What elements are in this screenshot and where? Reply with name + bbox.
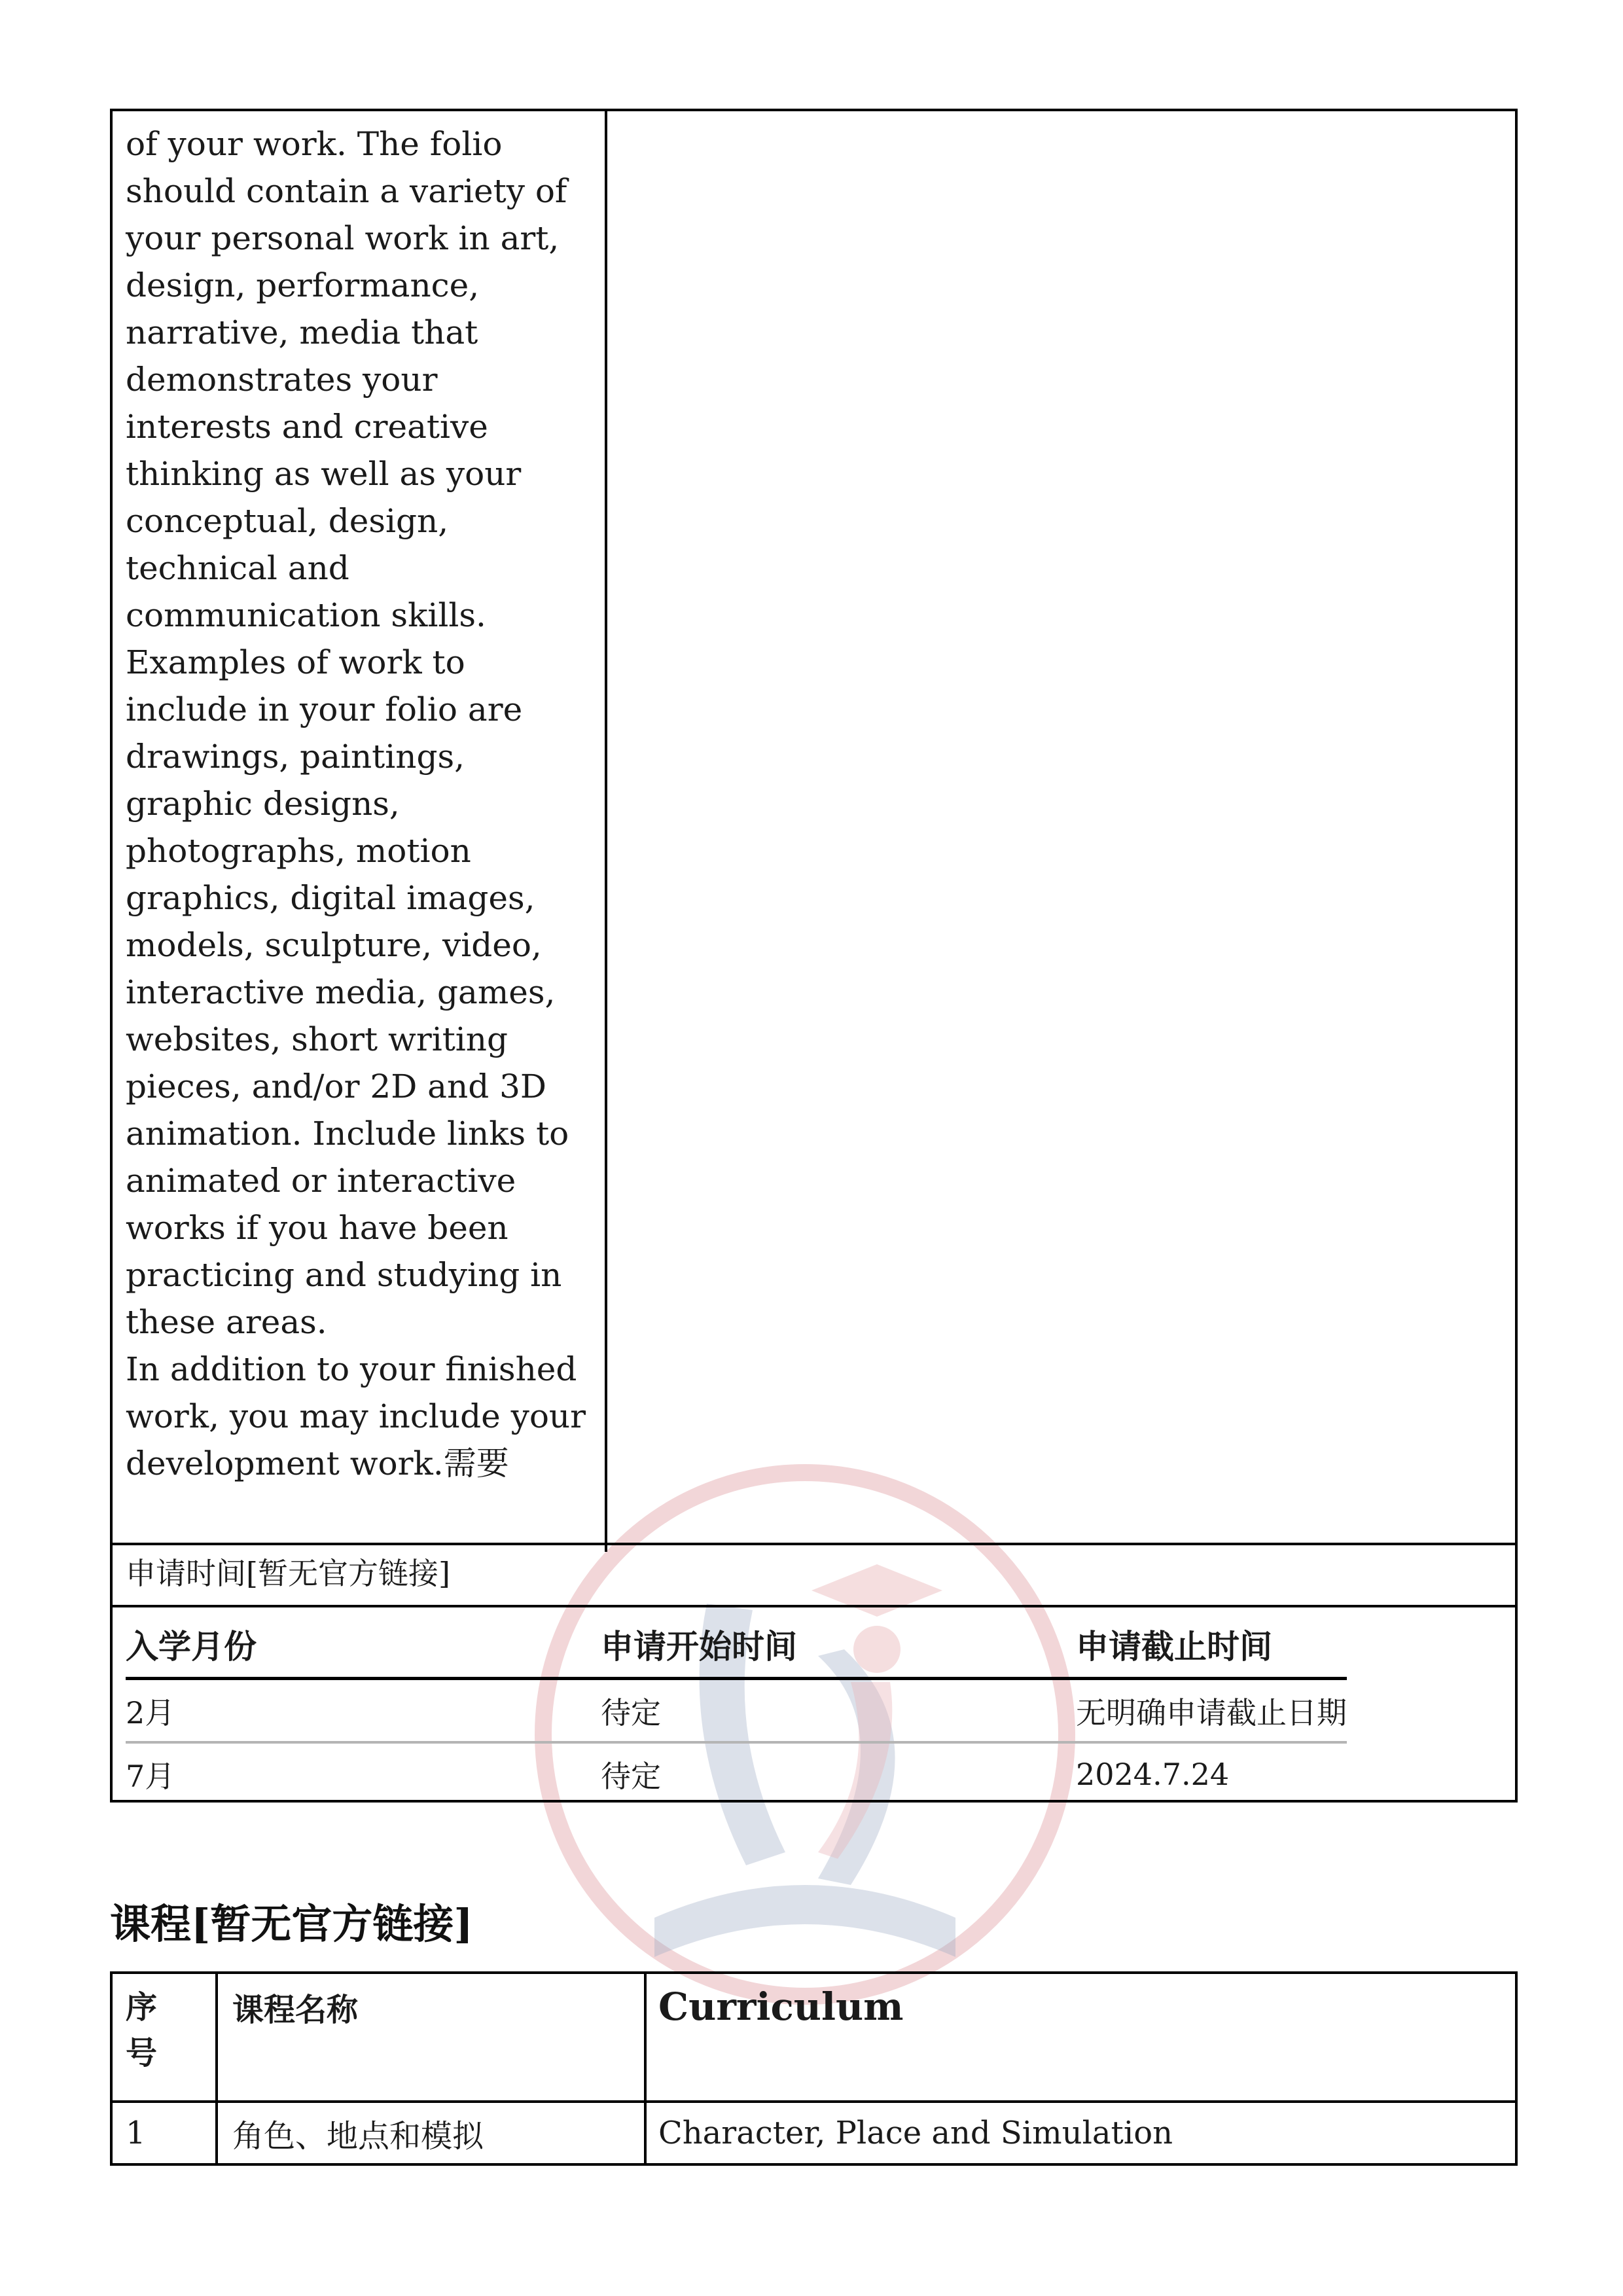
course-name-cell: 角色、地点和模拟 xyxy=(217,2102,645,2164)
table-row xyxy=(126,1742,1347,1804)
intake-month-cell: 7月 xyxy=(126,1758,175,1794)
requirements-paragraph: of your work. The folio should contain a variety of your personal work in art, design, performance, narrative, media that demonstrates your interests and creative thinking as well as your conceptual, design, technical and communication skills. Examples of work to include in your folio are drawings, paintings, graphic designs, photographs, motion graphics, digital images, models, sculpture, video, interactive media, games, websites, short writing pieces, and/or 2D and 3D animation. Include links to animated or interactive works if you have been practicing and studying in these areas. xyxy=(126,125,569,1341)
course-number-cell: 1 xyxy=(111,2102,217,2164)
requirements-table xyxy=(110,109,1518,1803)
requirements-empty-cell xyxy=(580,111,1515,1543)
application-time-heading: 申请时间[暂无官方链接] xyxy=(113,1543,1515,1607)
curriculum-section-title: 课程[暂无官方链接] xyxy=(110,1900,473,1948)
start-time-cell: 待定 xyxy=(601,1758,661,1794)
requirements-cell xyxy=(113,111,607,1552)
course-curriculum-cell: Character, Place and Simulation xyxy=(645,2102,1516,2164)
column-header-number xyxy=(111,1973,217,2102)
column-header-deadline: 申请截止时间 xyxy=(1076,1602,1347,1679)
column-header-start-time: 申请开始时间 xyxy=(601,1602,1076,1679)
table-row xyxy=(126,1679,1347,1743)
table-row xyxy=(111,2102,1516,2164)
deadline-cell: 无明确申请截止日期 xyxy=(1076,1679,1347,1743)
table-header-row xyxy=(111,1973,1516,2102)
deadline-cell: 2024.7.24 xyxy=(1076,1756,1230,1792)
requirements-paragraph: In addition to your finished work, you may include your development work.需要 xyxy=(126,1350,586,1482)
application-time-table xyxy=(126,1602,1347,1804)
curriculum-table xyxy=(110,1971,1518,2166)
column-header-number-label: 序号 xyxy=(126,1989,158,2072)
column-header-course-name: 课程名称 xyxy=(217,1973,645,2102)
column-header-intake-month: 入学月份 xyxy=(126,1602,601,1679)
intake-month-cell: 2月 xyxy=(126,1679,601,1743)
start-time-cell: 待定 xyxy=(601,1679,1076,1743)
column-header-curriculum: Curriculum xyxy=(645,1973,1516,2102)
